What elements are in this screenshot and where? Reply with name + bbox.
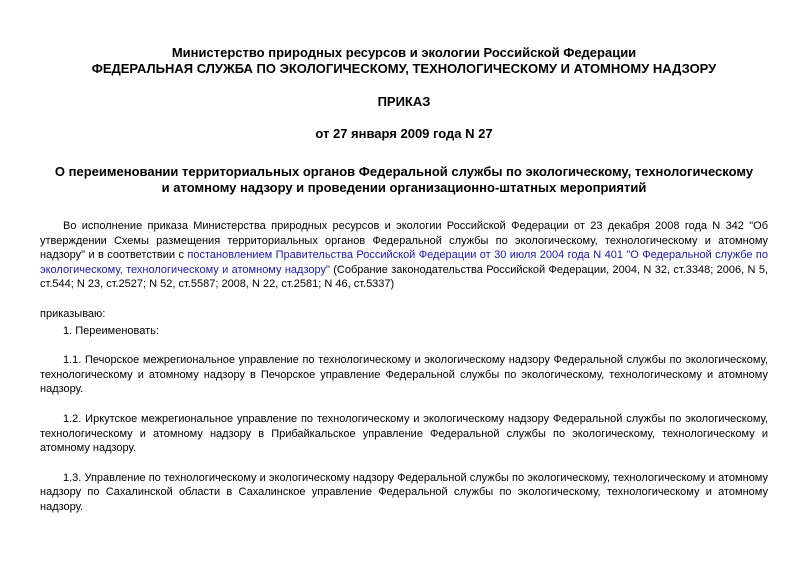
item-1-1: 1.1. Печорское межрегиональное управление по технологическому и экологическому надзору Федеральной службы по экологическому, технологическому и атомному надзору в Печорское управление Федеральной службы по экологическому, технологическому и атомному надзору. — [40, 354, 768, 396]
government-decree-link[interactable]: постановлением Правительства Российской Федерации от 30 июля 2004 года N 401 "О Федеральной службе по экологическому, технологическому и атомному надзору" — [40, 249, 768, 276]
item-1-3: 1.3. Управление по технологическому и экологическому надзору Федеральной службы по экологическому, технологическому и атомному надзору по Сахалинской области в Сахалинское управление Федеральной службы по экологическому, технологическому и атомному надзору. — [40, 471, 768, 513]
item-1-2: 1.2. Иркутское межрегиональное управление по технологическому и экологическому надзору Федеральной службы по экологическому, технологическому и атомному надзору в Прибайкальское управление Федеральной службы по экологическому, технологическому и атомному надзору. — [40, 412, 768, 455]
document-title — [40, 164, 768, 196]
order-statement: приказываю: — [40, 307, 106, 320]
intro-paragraph — [40, 219, 768, 292]
intro-text-after: (Собрание законодательства Российской Федерации, 2004, N 32, ст.3348; 2006, N 5, ст.544; N 23, ст.2527; N 52, ст.5587; 2008, N 22, ст.2581; N 46, ст.5337) — [40, 263, 768, 291]
document-title-line2: и атомному надзору и проведении организационно-штатных мероприятий — [161, 180, 647, 195]
document-type: ПРИКАЗ — [377, 94, 431, 109]
item-1: 1. Переименовать: — [63, 324, 159, 337]
ministry-name: Министерство природных ресурсов и экологии Российской Федерации — [171, 45, 637, 60]
service-name: ФЕДЕРАЛЬНАЯ СЛУЖБА ПО ЭКОЛОГИЧЕСКОМУ, ТЕХНОЛОГИЧЕСКОМУ И АТОМНОМУ НАДЗОРУ — [91, 61, 717, 76]
intro-text-before: Во исполнение приказа Министерства природных ресурсов и экологии Российской Федерации от 23 декабря 2008 года N 342 "Об утверждении Схемы размещения территориальных органов Федеральной службы по экологическому, технологическому и атомному надзору" и в соответствии с — [40, 220, 768, 262]
document-page — [40, 45, 768, 515]
document-date: от 27 января 2009 года N 27 — [315, 126, 493, 141]
document-title-line1: О переименовании территориальных органов Федеральной службы по экологическому, технологическому — [54, 164, 754, 179]
